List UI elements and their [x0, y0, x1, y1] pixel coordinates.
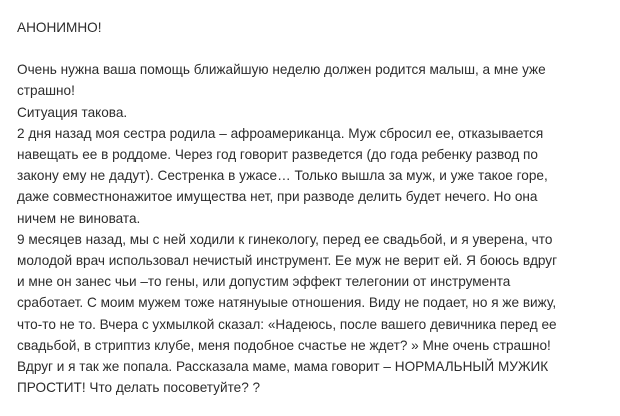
post-line-14: свадьбой, в стриптиз клубе, меня подобное счастье не ждет? » Мне очень страшно! [17, 337, 551, 353]
post-line-13: что-то не то. Вчера с ухмылкой сказал: «Надеюсь, после вашего девичника перед ее [17, 316, 557, 332]
post-line-3: Ситуация такова. [17, 104, 128, 120]
post-line-12: сработает. С моим мужем тоже натянуыые отношения. Виду не подает, но я же вижу, [17, 295, 557, 311]
post-line-11: и мне он занес чьи –то гены, или допустим эффект телегонии от инструмента [17, 274, 511, 290]
post-line-4: 2 дня назад моя сестра родила – афроамериканца. Муж сбросил ее, отказывается [17, 125, 544, 141]
post-line-16: ПРОСТИТ! Что делать посоветуйте? ? [17, 380, 261, 396]
post-title: АНОНИМНО! [17, 20, 102, 35]
post-line-10: молодой врач использовал нечистый инструмент. Ее муж не верит ей. Я боюсь вдруг [17, 253, 558, 269]
post-line-2: страшно! [17, 83, 75, 99]
post-line-1: Очень нужна ваша помощь ближайшую неделю должен родится малыш, а мне уже [17, 62, 546, 78]
post-line-9: 9 месяцев назад, мы с ней ходили к гинекологу, перед ее свадьбой, и я уверена, что [17, 231, 553, 247]
post-line-5: навещать ее в роддоме. Через год говорит разведется (до года ребенку развод по [17, 147, 538, 163]
post-line-8: ничем не виновата. [17, 210, 141, 226]
post-line-6: закону ему не дадут). Сестренка в ужасе… Только вышла за муж, и уже такое горе, [17, 168, 548, 184]
post-line-7: даже совместнонажитое имущества нет, при разводе делить будет нечего. Но она [17, 189, 538, 205]
post-line-15: Вдруг и я так же попала. Рассказала маме, мама говорит – НОРМАЛЬНЫЙ МУЖИК [17, 359, 549, 375]
